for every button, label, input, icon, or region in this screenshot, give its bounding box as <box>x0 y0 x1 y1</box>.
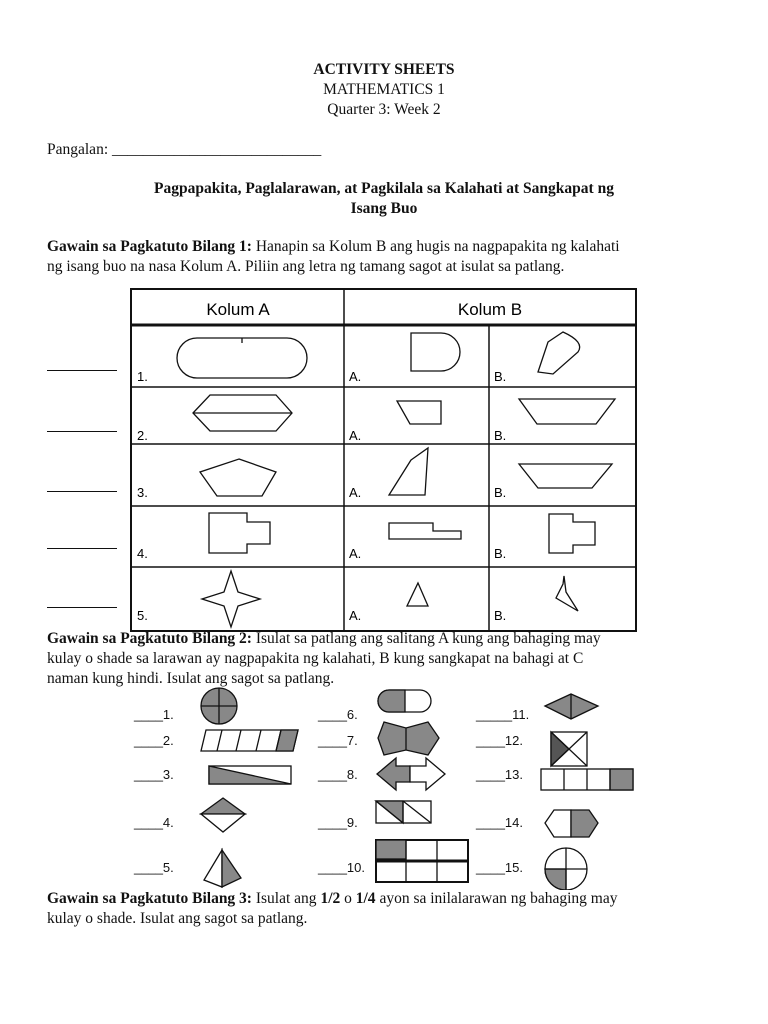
lesson-title-line1: Pagpapakita, Paglalarawan, at Pagkilala sa Kalahati at Sangkapat ng <box>154 180 614 197</box>
stadium-shape <box>177 338 307 378</box>
item-1-label: ____1. <box>134 707 174 722</box>
item-6-label: ____6. <box>318 707 358 722</box>
figure-4-diamond <box>201 798 245 832</box>
notched-shape <box>209 513 270 553</box>
activity2-figures <box>0 680 768 890</box>
activity1-text2: ng isang buo na nasa Kolum A. Piliin ang letra ng tamang sagot at isulat sa patlang. <box>47 258 565 275</box>
activity2-text1: Isulat sa patlang ang salitang A kung ang bahaging may <box>251 630 601 647</box>
activity3-heading: Gawain sa Pagkatuto Bilang 3: <box>47 890 252 907</box>
row-3-option-a: A. <box>349 485 362 500</box>
star-shape <box>202 571 260 627</box>
item-15-label: ____15. <box>476 860 523 875</box>
triangle-shape-a <box>407 583 428 606</box>
item-14-label: ____14. <box>476 815 523 830</box>
row-4-number: 4. <box>137 546 148 561</box>
pentagon-shape <box>200 459 276 496</box>
row-1-number: 1. <box>137 369 148 384</box>
row-1-option-b: B. <box>494 369 507 384</box>
row-2-number: 2. <box>137 428 148 443</box>
item-7-label: ____7. <box>318 733 358 748</box>
activity2-text3: naman kung hindi. Isulat ang sagot sa patlang. <box>47 670 335 687</box>
figure-9-square <box>376 801 431 823</box>
half-stadium-shape-b <box>538 332 580 374</box>
row-1-option-a: A. <box>349 369 362 384</box>
activity3-text2: kulay o shade. Isulat ang sagot sa patlang. <box>47 910 308 927</box>
row-2-option-a: A. <box>349 428 362 443</box>
trapezoid-shape-b <box>519 399 615 424</box>
figure-1-circle <box>201 688 237 724</box>
column-header-a: Kolum A <box>206 300 270 319</box>
figure-11-diamond <box>545 694 598 719</box>
item-11-label: _____11. <box>476 707 530 722</box>
half-stadium-shape-a <box>411 333 460 371</box>
row-5-option-b: B. <box>494 608 507 623</box>
name-label: Pangalan: <box>47 141 109 158</box>
name-line: ___________________________ <box>112 141 322 158</box>
activity3-instructions <box>47 889 747 929</box>
figure-5-pyramid <box>204 850 241 887</box>
figure-15-circle <box>545 848 587 890</box>
item-4-label: ____4. <box>134 815 174 830</box>
row-3-number: 3. <box>137 485 148 500</box>
activity1-heading: Gawain sa Pagkatuto Bilang 1: <box>47 238 252 255</box>
trapezoid-shape-a <box>397 401 441 424</box>
row-2-option-b: B. <box>494 428 507 443</box>
item-9-label: ____9. <box>318 815 358 830</box>
item-3-label: ____3. <box>134 767 174 782</box>
item-13-label: ____13. <box>476 767 523 782</box>
figure-7-bowtie <box>378 722 439 755</box>
figure-10-grid <box>376 840 468 882</box>
activity2-heading: Gawain sa Pagkatuto Bilang 2: <box>47 630 252 647</box>
row-4-option-b: B. <box>494 546 507 561</box>
activity3-half: 1/2 <box>320 890 341 907</box>
subject-title: MATHEMATICS 1 <box>323 81 445 98</box>
item-10-label: ____10. <box>318 860 365 875</box>
figure-3-rectangle <box>209 766 291 784</box>
item-8-label: ____8. <box>318 767 358 782</box>
row-5-option-a: A. <box>349 608 362 623</box>
activity2-text2: kulay o shade sa larawan ay nagpapakita ng kalahati, B kung sangkapat na bahagi at C <box>47 650 584 667</box>
notched-shape-b <box>549 514 595 553</box>
figure-8-double-arrow <box>377 758 445 790</box>
figure-14-hexagon <box>545 810 598 837</box>
quadrilateral-shape-a <box>389 448 428 495</box>
figure-13-strip <box>541 769 633 790</box>
quarter-week: Quarter 3: Week 2 <box>327 101 441 118</box>
item-5-label: ____5. <box>134 860 174 875</box>
row-5-number: 5. <box>137 608 148 623</box>
activity3-text-a: Isulat ang <box>251 890 321 907</box>
activity1-text1: Hanapin sa Kolum B ang hugis na nagpapakita ng kalahati <box>251 238 620 255</box>
step-shape-a <box>389 523 461 539</box>
lesson-title-line2: Isang Buo <box>350 200 418 217</box>
row-3-option-b: B. <box>494 485 507 500</box>
item-12-label: ____12. <box>476 733 523 748</box>
column-header-b: Kolum B <box>457 300 523 319</box>
irregular-shape-b <box>556 576 578 611</box>
trapezoid-shape-3b <box>519 464 612 488</box>
figure-2-strip <box>201 730 298 751</box>
figure-12-square-x <box>551 732 587 766</box>
activity3-text-c: ayon sa inilalarawan ng bahaging may <box>375 890 618 907</box>
activity3-text-b: o <box>340 890 356 907</box>
sheet-title: ACTIVITY SHEETS <box>313 61 455 78</box>
figure-6-stadium <box>378 690 431 712</box>
row-4-option-a: A. <box>349 546 362 561</box>
item-2-label: ____2. <box>134 733 174 748</box>
activity3-quarter: 1/4 <box>355 890 376 907</box>
